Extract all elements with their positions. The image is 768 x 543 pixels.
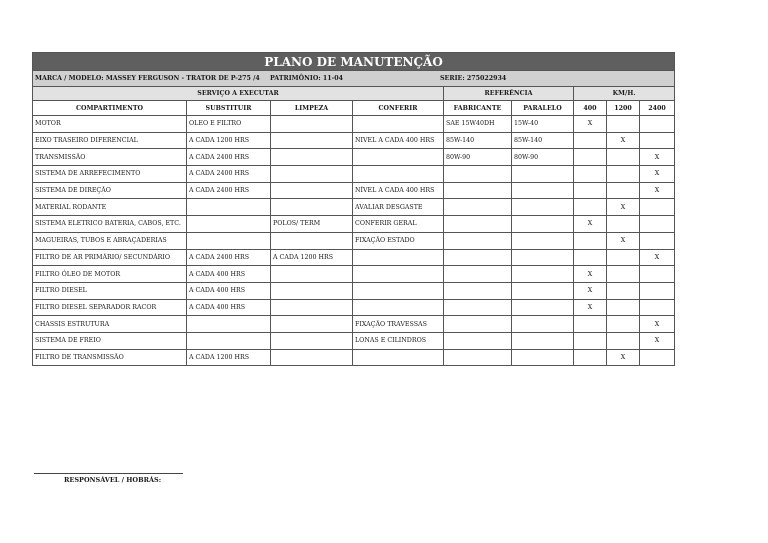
km-2400-cell: X (640, 332, 675, 349)
table-row (33, 332, 675, 349)
substituir-cell (187, 332, 271, 349)
paralelo-cell (512, 216, 574, 233)
km-400-cell (574, 182, 607, 199)
header-2400: 2400 (640, 101, 675, 116)
conferir-cell (353, 299, 444, 316)
limpeza-cell (271, 232, 353, 249)
compartimento-cell: TRANSMISSÃO (33, 149, 187, 166)
fabricante-cell (444, 199, 512, 216)
km-2400-cell (640, 349, 675, 366)
table-row (33, 232, 675, 249)
compartimento-cell: CHASSIS ESTRUTURA (33, 316, 187, 333)
limpeza-cell (271, 182, 353, 199)
table-row (33, 132, 675, 149)
km-1200-cell (607, 149, 640, 166)
table-row (33, 199, 675, 216)
km-1200-cell (607, 166, 640, 183)
km-400-cell (574, 332, 607, 349)
km-400-cell: X (574, 266, 607, 283)
compartimento-cell: FILTRO DE AR PRIMÁRIO/ SECUNDÁRIO (33, 249, 187, 266)
paralelo-cell (512, 232, 574, 249)
fabricante-cell (444, 232, 512, 249)
km-2400-cell (640, 199, 675, 216)
substituir-cell: A CADA 400 HRS (187, 266, 271, 283)
substituir-cell: A CADA 400 HRS (187, 282, 271, 299)
km-400-cell (574, 199, 607, 216)
header-compartimento: COMPARTIMENTO (33, 101, 187, 116)
conferir-cell (353, 249, 444, 266)
compartimento-cell: SISTEMA DE ARREFECIMENTO (33, 166, 187, 183)
maintenance-table (32, 52, 675, 366)
conferir-cell: CONFERIR GERAL (353, 216, 444, 233)
km-1200-cell (607, 249, 640, 266)
table-row (33, 166, 675, 183)
km-2400-cell: X (640, 166, 675, 183)
km-400-cell (574, 149, 607, 166)
km-1200-cell (607, 282, 640, 299)
limpeza-cell (271, 332, 353, 349)
limpeza-cell (271, 299, 353, 316)
conferir-cell: NIVEL A CADA 400 HRS (353, 132, 444, 149)
maintenance-plan-sheet (32, 52, 674, 366)
paralelo-cell: 85W-140 (512, 132, 574, 149)
header-paralelo: PARALELO (512, 101, 574, 116)
substituir-cell: A CADA 2400 HRS (187, 249, 271, 266)
limpeza-cell (271, 266, 353, 283)
km-2400-cell (640, 132, 675, 149)
km-2400-cell: X (640, 182, 675, 199)
conferir-cell: FIXAÇÃO ESTADO (353, 232, 444, 249)
paralelo-cell (512, 332, 574, 349)
table-row (33, 149, 675, 166)
km-1200-cell: X (607, 349, 640, 366)
fabricante-cell (444, 249, 512, 266)
km-400-cell (574, 232, 607, 249)
substituir-cell: A CADA 2400 HRS (187, 182, 271, 199)
fabricante-cell (444, 349, 512, 366)
substituir-cell (187, 199, 271, 216)
km-1200-cell: X (607, 199, 640, 216)
substituir-cell: A CADA 1200 HRS (187, 132, 271, 149)
equipment-info-row (33, 71, 675, 87)
paralelo-cell: 15W-40 (512, 116, 574, 133)
km-1200-cell (607, 316, 640, 333)
compartimento-cell: MATERIAL RODANTE (33, 199, 187, 216)
fabricante-cell: 85W-140 (444, 132, 512, 149)
km-400-cell (574, 316, 607, 333)
patrimonio-label: PATRIMÔNIO: 11-04 (270, 75, 343, 82)
substituir-cell (187, 216, 271, 233)
header-1200: 1200 (607, 101, 640, 116)
km-2400-cell (640, 299, 675, 316)
table-row (33, 216, 675, 233)
fabricante-cell (444, 299, 512, 316)
signature-line (34, 473, 183, 474)
model-label: MARCA / MODELO: MASSEY FERGUSON - TRATOR DE P-275 /4 (35, 75, 260, 82)
compartimento-cell: EIXO TRASEIRO DIFERENCIAL (33, 132, 187, 149)
limpeza-cell (271, 149, 353, 166)
km-1200-cell (607, 299, 640, 316)
table-row (33, 266, 675, 283)
km-400-cell (574, 166, 607, 183)
compartimento-cell: SISTEMA DE FREIO (33, 332, 187, 349)
limpeza-cell (271, 282, 353, 299)
compartimento-cell: FILTRO ÓLEO DE MOTOR (33, 266, 187, 283)
km-2400-cell (640, 266, 675, 283)
km-2400-cell (640, 232, 675, 249)
conferir-cell (353, 349, 444, 366)
paralelo-cell (512, 199, 574, 216)
km-400-cell (574, 349, 607, 366)
km-400-cell: X (574, 116, 607, 133)
page-title: PLANO DE MANUTENÇÃO (33, 53, 675, 71)
conferir-cell (353, 266, 444, 283)
km-1200-cell (607, 182, 640, 199)
serie-label: SERIE: 275022934 (440, 75, 507, 82)
substituir-cell: A CADA 2400 HRS (187, 149, 271, 166)
conferir-cell (353, 282, 444, 299)
substituir-cell (187, 232, 271, 249)
km-2400-cell: X (640, 249, 675, 266)
km-2400-cell: X (640, 316, 675, 333)
fabricante-cell (444, 316, 512, 333)
limpeza-cell (271, 349, 353, 366)
compartimento-cell: MOTOR (33, 116, 187, 133)
fabricante-cell: 80W-90 (444, 149, 512, 166)
substituir-cell: A CADA 400 HRS (187, 299, 271, 316)
limpeza-cell (271, 199, 353, 216)
paralelo-cell (512, 182, 574, 199)
fabricante-cell (444, 166, 512, 183)
conferir-cell: AVALIAR DESGASTE (353, 199, 444, 216)
paralelo-cell (512, 299, 574, 316)
limpeza-cell (271, 166, 353, 183)
header-conferir: CONFERIR (353, 101, 444, 116)
paralelo-cell (512, 349, 574, 366)
paralelo-cell (512, 249, 574, 266)
conferir-cell: FIXAÇÃO TRAVESSAS (353, 316, 444, 333)
compartimento-cell: FILTRO DIESEL SEPARADOR RACOR (33, 299, 187, 316)
table-row (33, 282, 675, 299)
km-2400-cell (640, 216, 675, 233)
fabricante-cell: SAE 15W40DH (444, 116, 512, 133)
table-row (33, 299, 675, 316)
km-400-cell (574, 132, 607, 149)
paralelo-cell (512, 166, 574, 183)
substituir-cell: OLEO E FILTRO (187, 116, 271, 133)
km-400-cell: X (574, 282, 607, 299)
km-400-cell: X (574, 299, 607, 316)
fabricante-cell (444, 216, 512, 233)
limpeza-cell (271, 132, 353, 149)
compartimento-cell: MAGUEIRAS, TUBOS E ABRAÇADERIAS (33, 232, 187, 249)
fabricante-cell (444, 282, 512, 299)
servico-group-header: SERVIÇO A EXECUTAR (33, 87, 444, 101)
km-1200-cell (607, 266, 640, 283)
km-400-cell: X (574, 216, 607, 233)
header-400: 400 (574, 101, 607, 116)
fabricante-cell (444, 332, 512, 349)
table-row (33, 249, 675, 266)
paralelo-cell (512, 316, 574, 333)
km-2400-cell (640, 282, 675, 299)
header-limpeza: LIMPEZA (271, 101, 353, 116)
km-1200-cell: X (607, 132, 640, 149)
compartimento-cell: SISTEMA ELETRICO BATERIA, CABOS, ETC. (33, 216, 187, 233)
paralelo-cell: 80W-90 (512, 149, 574, 166)
km-400-cell (574, 249, 607, 266)
limpeza-cell (271, 316, 353, 333)
km-1200-cell (607, 116, 640, 133)
header-substituir: SUBSTITUIR (187, 101, 271, 116)
signature-label: RESPONSÁVEL / HOBRÁS: (64, 476, 162, 484)
conferir-cell (353, 116, 444, 133)
table-row (33, 116, 675, 133)
conferir-cell: LONAS E CILINDROS (353, 332, 444, 349)
km-group-header: KM/H. (574, 87, 675, 101)
limpeza-cell: A CADA 1200 HRS (271, 249, 353, 266)
conferir-cell: NÍVEL A CADA 400 HRS (353, 182, 444, 199)
fabricante-cell (444, 266, 512, 283)
km-2400-cell: X (640, 149, 675, 166)
paralelo-cell (512, 282, 574, 299)
paralelo-cell (512, 266, 574, 283)
referencia-group-header: REFERÊNCIA (444, 87, 574, 101)
compartimento-cell: FILTRO DE TRANSMISSÃO (33, 349, 187, 366)
table-row (33, 316, 675, 333)
substituir-cell (187, 316, 271, 333)
km-1200-cell: X (607, 232, 640, 249)
conferir-cell (353, 149, 444, 166)
km-1200-cell (607, 332, 640, 349)
table-row (33, 349, 675, 366)
conferir-cell (353, 166, 444, 183)
compartimento-cell: SISTEMA DE DIREÇÃO (33, 182, 187, 199)
compartimento-cell: FILTRO DIESEL (33, 282, 187, 299)
fabricante-cell (444, 182, 512, 199)
substituir-cell: A CADA 2400 HRS (187, 166, 271, 183)
limpeza-cell (271, 116, 353, 133)
km-2400-cell (640, 116, 675, 133)
header-fabricante: FABRICANTE (444, 101, 512, 116)
table-row (33, 182, 675, 199)
substituir-cell: A CADA 1200 HRS (187, 349, 271, 366)
limpeza-cell: POLOS/ TERM (271, 216, 353, 233)
km-1200-cell (607, 216, 640, 233)
